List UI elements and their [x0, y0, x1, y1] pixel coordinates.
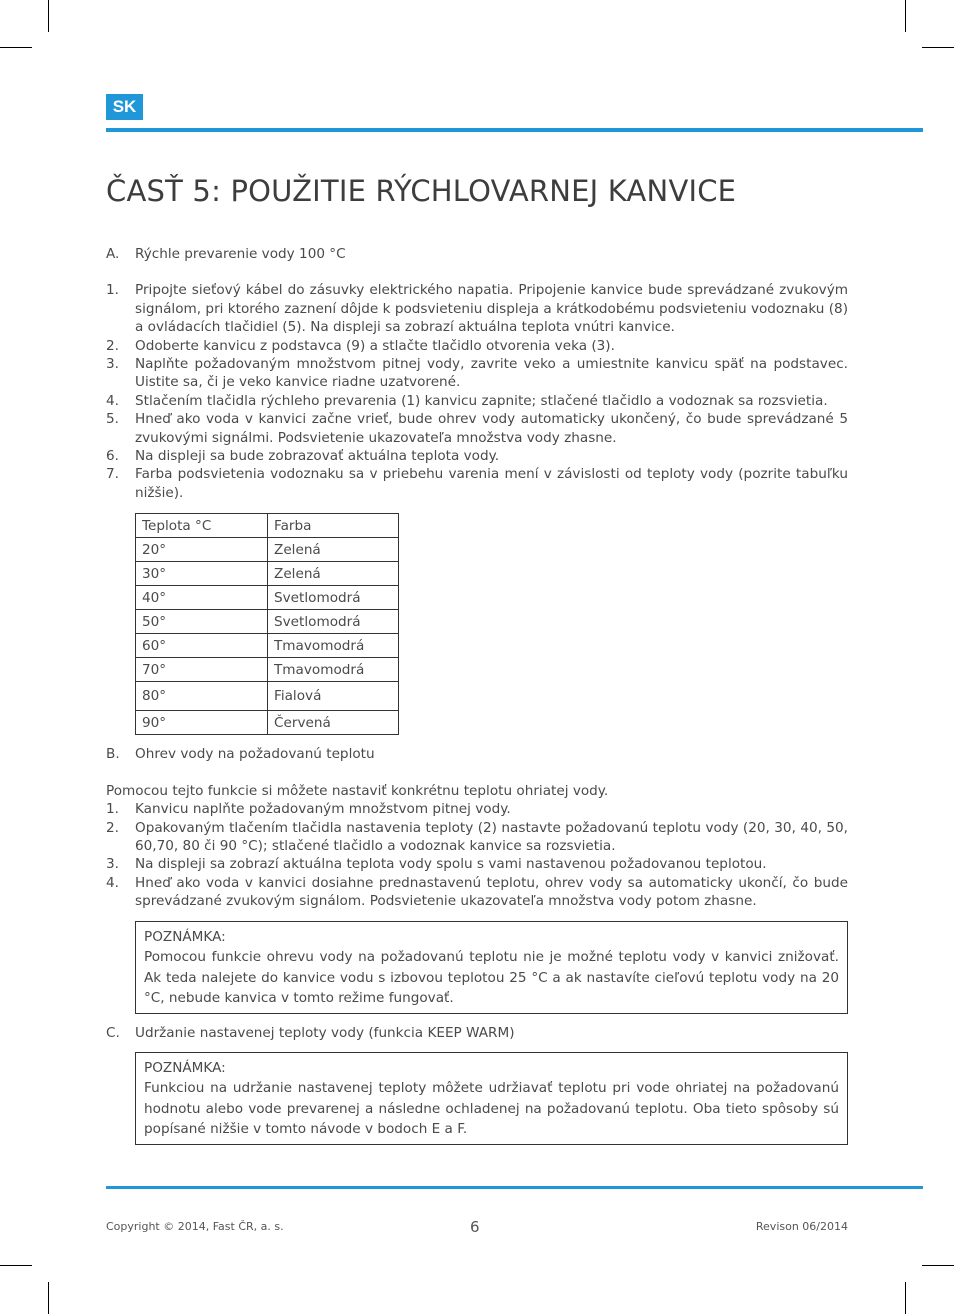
item-number: 4.	[106, 392, 119, 409]
list-item	[106, 465, 848, 502]
table-row	[136, 562, 399, 586]
crop-mark	[922, 47, 954, 48]
section-marker: A.	[106, 246, 120, 262]
table-cell: Fialová	[268, 682, 399, 711]
section-heading: Rýchle prevarenie vody 100 °C	[135, 246, 346, 262]
page-title: ČASŤ 5: POUŽITIE RÝCHLOVARNEJ KANVICE	[106, 174, 737, 208]
list-item	[106, 855, 848, 873]
note-box	[135, 921, 848, 1014]
table-row	[136, 610, 399, 634]
item-number: 3.	[106, 856, 119, 873]
item-number: 3.	[106, 356, 119, 373]
table-header-row	[136, 514, 399, 538]
crop-mark	[922, 1265, 954, 1266]
table-cell: 50°	[136, 610, 268, 634]
section-a-heading	[106, 245, 848, 263]
table-cell: Svetlomodrá	[268, 586, 399, 610]
table-cell: Zelená	[268, 538, 399, 562]
item-text: Kanvicu naplňte požadovaným množstvom pitnej vody.	[135, 801, 511, 818]
note-box	[135, 1052, 848, 1145]
item-number: 1.	[106, 801, 119, 818]
table-cell: Zelená	[268, 562, 399, 586]
item-text: Na displeji sa bude zobrazovať aktuálna teplota vody.	[135, 448, 500, 465]
list-item	[106, 819, 848, 856]
item-number: 5.	[106, 411, 119, 428]
main-content	[106, 245, 848, 1145]
crop-mark	[905, 1282, 906, 1314]
item-number: 4.	[106, 874, 119, 891]
item-text: Opakovaným tlačením tlačidla nastavenia teploty (2) nastavte požadovanú teplotu vody (20, 30, 40, 50, 60,70, 80 či 90 °C); stlačené tlačidlo a vodoznak kanvice sa rozsvietia.	[135, 819, 848, 854]
item-text: Odoberte kanvicu z podstavca (9) a stlačte tlačidlo otvorenia veka (3).	[135, 337, 615, 354]
page-number: 6	[470, 1218, 480, 1236]
table-cell: 80°	[136, 682, 268, 711]
item-number: 7.	[106, 466, 119, 483]
item-text: Stlačením tlačidla rýchleho prevarenia (1) kanvicu zapnite; stlačené tlačidlo a vodoznak sa rozsvietia.	[135, 392, 828, 409]
list-item	[106, 337, 848, 355]
note-label: POZNÁMKA:	[144, 928, 226, 945]
item-number: 1.	[106, 282, 119, 299]
table-row	[136, 658, 399, 682]
table-cell: 40°	[136, 586, 268, 610]
crop-mark	[905, 0, 906, 32]
table-cell: 60°	[136, 634, 268, 658]
section-marker: B.	[106, 746, 120, 763]
list-item	[106, 447, 848, 465]
table-cell: Červená	[268, 711, 399, 735]
item-text: Hneď ako voda v kanvici dosiahne prednastavenú teplotu, ohrev vody sa automaticky ukončí, čo bude sprevádzané zvukovým signálom. Podsvietenie ukazovateľa množstva vody potom zhasne.	[135, 874, 848, 910]
table-header-cell: Teplota °C	[136, 514, 268, 538]
section-heading: Ohrev vody na požadovanú teplotu	[135, 746, 375, 763]
item-text: Pripojte sieťový kábel do zásuvky elektrického napatia. Pripojenie kanvice bude sprevádzané zvukovým signálom, pri ktorého zaznení dôjde k podsvieteniu displeja a krátkodobému podsvieteniu vodoznaku (8) a ovládacích tlačidiel (5). Na displeji sa zobrazí aktuálna teplota vnútri kanvice.	[135, 282, 848, 336]
copyright-text: Copyright © 2014, Fast ČR, a. s.	[106, 1220, 284, 1233]
note-text: Funkciou na udržanie nastavenej teploty môžete udržiavať teplotu pri vode ohriatej na požadovanú hodnotu alebo vode prevarenej a následne ochladenej na požadovanú teplotu. Oba tieto spôsoby sú popísané nižšie v tomto návode v bodoch E a F.	[144, 1080, 839, 1138]
language-badge: SK	[106, 94, 143, 120]
list-item	[106, 281, 848, 336]
note-label: POZNÁMKA:	[144, 1059, 226, 1076]
footer-rule	[106, 1186, 923, 1189]
item-number: 2.	[106, 819, 119, 836]
table-cell: 30°	[136, 562, 268, 586]
table-cell: 90°	[136, 711, 268, 735]
crop-mark	[48, 1282, 49, 1314]
section-b-heading	[106, 745, 848, 763]
table-header-cell: Farba	[268, 514, 399, 538]
table-cell: Tmavomodrá	[268, 658, 399, 682]
list-item	[106, 392, 848, 410]
item-number: 6.	[106, 448, 119, 465]
crop-mark	[48, 0, 49, 32]
color-temperature-table	[135, 513, 399, 735]
table-row	[136, 634, 399, 658]
table-cell: Tmavomodrá	[268, 634, 399, 658]
crop-mark	[0, 47, 32, 48]
table-cell: 70°	[136, 658, 268, 682]
item-number: 2.	[106, 337, 119, 354]
section-marker: C.	[106, 1024, 120, 1041]
list-item	[106, 410, 848, 447]
header-rule	[106, 128, 923, 132]
section-heading: Udržanie nastavenej teploty vody (funkcia KEEP WARM)	[135, 1024, 515, 1041]
table-row	[136, 682, 399, 711]
list-item	[106, 355, 848, 392]
table-row	[136, 586, 399, 610]
note-text: Pomocou funkcie ohrevu vody na požadovanú teplotu nie je možné teplotu vody v kanvici znižovať. Ak teda nalejete do kanvice vodu s izbovou teplotou 25 °C a ak nastavíte cieľovú teplotu vody na 20 °C, nebude kanvica v tomto režime fungovať.	[144, 949, 839, 1007]
list-item	[106, 800, 848, 818]
item-text: Hneď ako voda v kanvici začne vrieť, bude ohrev vody automaticky ukončený, čo bude sprevádzané 5 zvukovými signálmi. Podsvietenie ukazovateľa množstva vody zhasne.	[135, 411, 848, 446]
table-cell: 20°	[136, 538, 268, 562]
list-item	[106, 874, 848, 911]
revision-text: Revison 06/2014	[755, 1220, 848, 1233]
section-c-heading	[106, 1024, 848, 1042]
item-text: Naplňte požadovaným množstvom pitnej vody, zavrite veko a umiestnite kanvicu späť na podstavec. Uistite sa, či je veko kanvice riadne uzatvorené.	[135, 356, 848, 391]
crop-mark	[0, 1265, 32, 1266]
table-cell: Svetlomodrá	[268, 610, 399, 634]
item-text: Na displeji sa zobrazí aktuálna teplota vody spolu s vami nastavenou požadovanou teplotou.	[135, 856, 767, 873]
item-text: Farba podsvietenia vodoznaku sa v priebehu varenia mení v závislosti od teploty vody (pozrite tabuľku nižšie).	[135, 466, 848, 501]
table-row	[136, 711, 399, 735]
table-row	[136, 538, 399, 562]
section-intro: Pomocou tejto funkcie si môžete nastaviť konkrétnu teplotu ohriatej vody.	[106, 782, 609, 799]
